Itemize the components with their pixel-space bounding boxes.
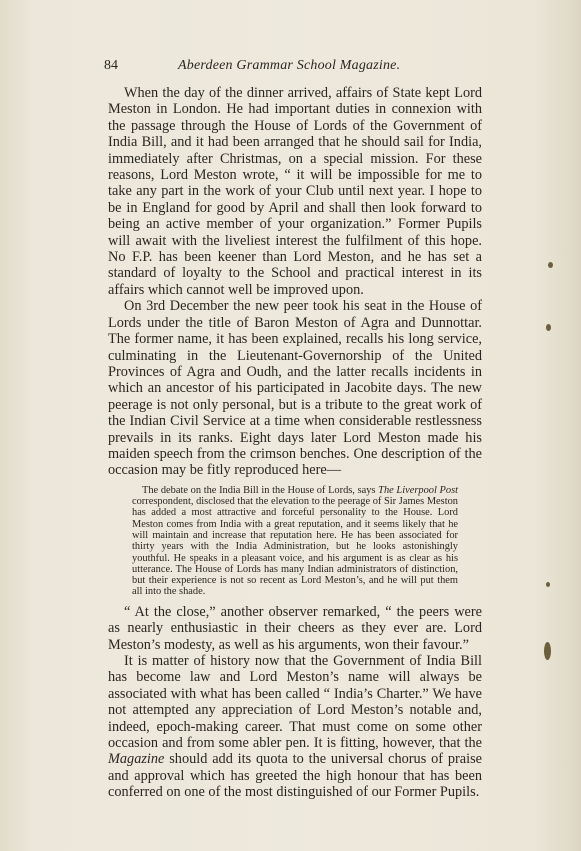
margin-spot (548, 262, 553, 268)
margin-spot (546, 582, 550, 587)
quote-source: The Liverpool Post (378, 484, 458, 496)
margin-spot (544, 642, 551, 660)
quote-text-after: correspondent, disclosed that the elevation to the peerage of Sir James Meston has added a most attractive and forceful personality to the House. Lord Meston comes from India with a great reputation, and it seems likely that he will maintain and increase that reputation here. He has been associated for thirty years with the India Administration, but he looks astonishingly youthful. He speaks in a pleasant voice, and his argument is as clear as his utterance. The House of Lords has many Indian administrators of distinction, but their experience is not so recent as Lord Meston’s, and he will put them all into the shade. (132, 496, 458, 598)
history-text-before: It is matter of history now that the Government of India Bill has become law and Lord Meston’s name will always be associated with what has been called “ India’s Charter.” We have not attempted any appreciation of Lord Meston’s notable and, indeed, epoch-making career. That must come on some other occasion and from some abler pen. It is fitting, however, that the (108, 652, 482, 751)
paragraph-peerage: On 3rd December the new peer took his seat in the House of Lords under the title of Baron Meston of Agra and Dunnottar. The former name, it has been explained, recalls his long service, culminating in the Lieutenant-Governorship of the United Provinces of Agra and Oudh, and the latter recalls incidents in which an ancestor of his participated in Jacobite days. The new peerage is not only personal, but is a tribute to the great work of the Indian Civil Service at a time when considerable restlessness prevails in its ranks. Eight days later Lord Meston made his maiden speech from the crimson benches. One description of the occasion may be fitly reproduced here— (108, 298, 482, 479)
quote-text-before: The debate on the India Bill in the House of Lords, says (142, 484, 379, 496)
paragraph-observer: “ At the close,” another observer remarked, “ the peers were as nearly enthusiastic in their cheers as they ever are. Lord Meston’s modesty, as well as his arguments, won their favour.” (108, 603, 482, 653)
body-text (108, 85, 482, 801)
page-header (104, 58, 474, 78)
history-text-after: should add its quota to the universal chorus of praise and approval which has greeted the high honour that has been conferred on one of the most distinguished of our Former Pupils. (108, 751, 482, 801)
margin-spot (546, 324, 551, 331)
running-title: Aberdeen Grammar School Magazine. (178, 58, 401, 73)
block-quote (132, 485, 458, 598)
magazine-italic: Magazine (108, 751, 165, 768)
paragraph-dinner: When the day of the dinner arrived, affairs of State kept Lord Meston in London. He had important duties in connexion with the passage through the House of Lords of the Government of India Bill, and it had been arranged that he should sail for India, immediately after Christmas, on a special mission. For these reasons, Lord Meston wrote, “ it will be impossible for me to take any part in the work of your Club until next year. I hope to be in England for good by April and shall then look forward to being an active member of your organization.” Former Pupils will await with the liveliest interest the fulfilment of this hope. No F.P. has been keener than Lord Meston, and he has set a standard of loyalty to the School and practical interest in its affairs which cannot well be improved upon. (108, 85, 482, 298)
paragraph-history (108, 653, 482, 801)
page-number: 84 (104, 58, 118, 73)
